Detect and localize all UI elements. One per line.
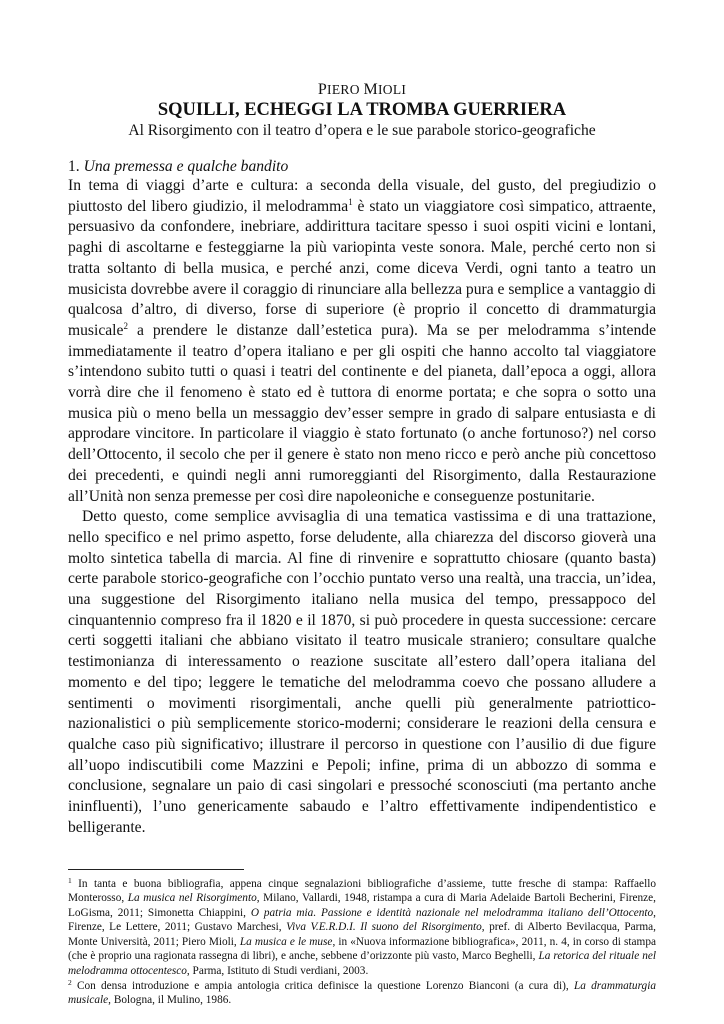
paragraph-2: Detto questo, come semplice avvisaglia di una tematica vastissima e di una trattazione, nello specifico e nel primo aspetto, forse deludente, alla chiarezza del discorso gioverà una molto sintetica tabella di marcia. Al fine di rinvenire e soprattutto chiosare (quanto basta) certe parabole storico-geografiche con l’occhio puntato verso una realtà, una traccia, un’idea, una suggestione del Risorgimento italiano nella musica del tempo, pressappoco del cinquantennio compreso fra il 1820 e il 1870, si può procedere in questa successione: cercare certi soggetti italiani che abbiano visitato il teatro musicale straniero; consultare qualche testimonianza di interessamento o reazione suscitate all’estero dall’opera italiana del momento e del tipo; leggere le tematiche del melodramma coevo che possano alludere a sentimenti o movimenti risorgimentali, anche quelli più generalmente patriottico-nazionalistici o più semplicemente storico-moderni; considerare le reazioni della censura e qualche caso più significativo; illustrare il percorso in questione con l’ausilio di due figure all’uopo indiscutibili come Mazzini e Pepoli; infine, prima di un abbozzo di somma e conclusione, segnalare un paio di casi singolari e pressoché sconosciuti (ma pertanto anche ininfluenti), l’uno genericamente sabaudo e l’altro effettivamente indipendentistico e belligerante. xyxy=(68,508,656,836)
footnote-ref-2[interactable]: 2 xyxy=(123,320,128,331)
section-number: 1. xyxy=(68,158,80,175)
section-heading xyxy=(68,158,656,176)
footnote-ref-1[interactable]: 1 xyxy=(348,196,353,207)
footnote-2: $^2$ Con densa introduzione e ampia antologia critica definisce la questione Lorenzo Bianconi (a cura di), La drammaturgia musicale, Bologna, il Mulino, 1986. xyxy=(68,977,656,1007)
paragraph-1: In tema di viaggi d’arte e cultura: a seconda della visuale, del gusto, del pregiudizio o piuttosto del libero giudizio, il melodramma$^1$ è stato un viaggiatore così simpatico, attraente, persuasivo da confondere, inebriare, addirittura tacitare spesso i suoi ospiti vicini e lontani, paghi di ascoltarne e festeggiarne la più variopinta veste sonora. Male, perché certo non si tratta soltanto di bella musica, e perché anzi, come diceva Verdi, ogni tanto a teatro un musicista dovrebbe avere il coraggio di rinunciare alla bellezza pura e semplice a vantaggio di qualcosa d’altro, di diverso, forse di superiore (è proprio il concetto di drammaturgia musicale$^2$ a prendere le distanze dall’estetica pura). Ma se per melodramma s’intende immediatamente il teatro d’opera italiano e per gli ospiti che hanno accolto tal viaggiatore s’intendono subito tutti o quasi i teatri del continente e del pianeta, dall’epoca a oggi, allora vorrà dire che il fenomeno è stato ed è tuttora di enorme portata; e che sopra o sotto una musica più o meno bella un messaggio dev’esser sempre in grado di salpare entusiasta e di approdare vincitore. In particolare il viaggio è stato fortunato (o anche fortunoso?) nel corso dell’Ottocento, il secolo che per il genere è stato non meno ricco e però anche più concettoso dei precedenti, e quindi negli anni rumoreggianti del Risorgimento, dalla Restaurazione all’Unità non senza premesse per così dire napoleoniche e conseguenze postunitarie. xyxy=(68,177,656,505)
article-header xyxy=(68,0,656,140)
footnotes xyxy=(68,877,656,1008)
article-title: SQUILLI, ECHEGGI LA TROMBA GUERRIERA xyxy=(157,100,567,120)
section-title: Una premessa e qualche bandito xyxy=(83,158,289,175)
footnote-1: $^1$ In tanta e buona bibliografia, appena cinque segnalazioni bibliografiche d’assieme, tutte fresche di stampa: Raffaello Monterosso, La musica nel Risorgimento, Milano, Vallardi, 1948, ristampa a cura di Maria Adelaide Bartoli Becherini, Firenze, LoGisma, 2011; Simonetta Chiappini, O patria mia. Passione e identità nazionale nel melodramma italiano dell’Ottocento, Firenze, Le Lettere, 2011; Gustavo Marchesi, Viva V.E.R.D.I. Il suono del Risorgimento, pref. di Alberto Bevilacqua, Parma, Monte Università, 2011; Piero Mioli, La musica e le muse, in «Nuova informazione bibliografica», 2011, n. 4, in corso di stampa (che è proprio una ragionata rassegna di libri), e anche, sebbene d’orizzonte più vasto, Marco Beghelli, La retorica del rituale nel melodramma ottocentesco, Parma, Istituto di Studi verdiani, 2003. xyxy=(68,875,657,978)
article-subtitle: Al Risorgimento con il teatro d’opera e le sue parabole storico-geografiche xyxy=(128,122,596,139)
footnote-separator xyxy=(68,869,244,870)
author-name: PIERO MIOLI xyxy=(317,81,407,98)
